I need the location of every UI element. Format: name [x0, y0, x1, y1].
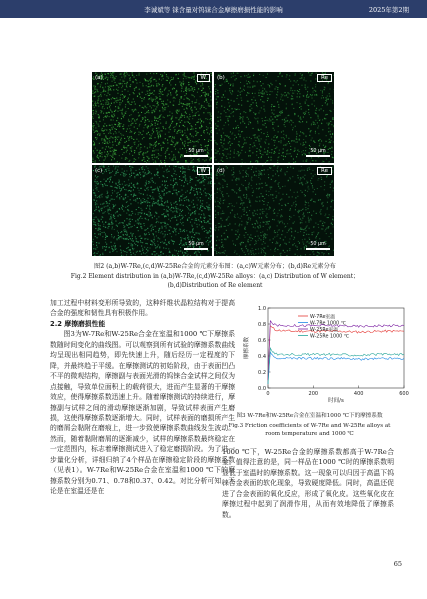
legend-label-3: W-25Re 1000 ℃: [310, 334, 350, 340]
scale-bar: 50 μm: [306, 242, 330, 250]
x-tick-label: 200: [308, 391, 319, 397]
paragraph-friction: 图3为W-7Re和W-25Re合金在室温和1000 ℃下摩擦系数随时间变化的曲线图。可以观察到所有试验的摩擦系数曲线均呈现出相同趋势，即先快速上升，随后经历一定程度的下降，并最终趋于平缓。在摩擦测试的初始阶段，由于表面凹凸不平的微观结构，摩擦副与表面光滑的钨铼合金试样之间仅为点接触，导致单位面积上的载荷很大，进而产生显著的干摩擦效应，使得摩擦系数迅速上升。随着摩擦测试的持续进行，摩擦副与试样之间的滑动摩擦逐渐加剧，导致试样表面产生磨损，这使得摩擦系数逐渐增大。同时，试样表面的磨损所产生的磨屑会黏附在磨痕上，进一步致使摩擦系数曲线发生波动。然而，随着黏附磨屑的逐渐减少，试样的摩擦系数最终稳定在一定范围内，标志着摩擦测试进入了稳定磨损阶段。为了进一步量化分析，详细归纳了4个样品在摩擦稳定阶段的摩擦系数（见表1）。W-7Re和W-25Re合金在室温和1000 ℃下的摩擦系数分别为0.71、0.78和0.37、0.42。对比分析可知，无论是在室温还是在: [50, 330, 235, 496]
fig2-panel-grid: [92, 72, 334, 256]
fig2-panel-d: [214, 165, 334, 256]
legend-label-2: W-25Re室温: [310, 327, 339, 333]
fig3-chart: [240, 302, 410, 406]
fig2-caption-cn: 图2 (a,b)W-7Re,(c,d)W-25Re合金的元素分布图：(a,c)W元素分布；(b,d)Re元素分布: [94, 263, 336, 270]
x-axis-label: 时间/s: [328, 398, 344, 404]
scale-bar: 50 μm: [306, 149, 330, 157]
section-heading: 2.2 摩擦磨损性能: [50, 319, 106, 328]
scale-bar: 50 μm: [184, 242, 208, 250]
element-badge: Re: [317, 74, 332, 82]
x-tick-label: 600: [399, 391, 409, 397]
y-tick-label: 0.4: [258, 353, 266, 360]
legend-label-1: W-7Re 1000 ℃: [310, 321, 347, 327]
right-column: [222, 447, 394, 520]
series-line-1: [268, 352, 404, 384]
x-tick-label: 400: [353, 391, 364, 397]
element-badge: W: [197, 74, 210, 82]
friction-chart-svg: [240, 302, 410, 406]
journal-header: [0, 0, 427, 18]
fig2-panel-a: [92, 72, 212, 163]
plot-frame: [268, 308, 404, 388]
element-badge: W: [197, 167, 210, 175]
paragraph-cont: 加工过程中材料变形所导致的，这种纤维状晶粒结构对于提高合金的强度和韧性具有积极作用。: [50, 299, 235, 318]
panel-label: (c): [95, 168, 103, 174]
left-column: [50, 298, 235, 497]
y-tick-label: 0.8: [258, 321, 266, 328]
paragraph-high-temp: 1000 ℃下，W-25Re合金的摩擦系数都高于W-7Re合金。值得注意的是，同一样品在1000 ℃时的摩擦系数明显低于室温时的摩擦系数。这一现象可以归因于高温下钨铼合金表面的软化现象，导致硬度降低。同时，高温还促进了合金表面的氧化反应，形成了氧化皮。这些氧化皮在摩擦过程中起到了润滑作用，从而有效地降低了摩擦系数。: [222, 448, 394, 519]
panel-label: (d): [217, 168, 225, 174]
header-title: 李诚斌等 铼含量对钨铼合金摩擦磨损性能的影响: [144, 6, 283, 14]
fig3-caption-en-cont: room temperature and 1000 ℃: [265, 431, 354, 437]
fig3-caption-en: Fig.3 Friction coefficients of W-7Re and W-25Re alloys at: [228, 423, 391, 429]
series-line-3: [268, 348, 404, 384]
x-tick-label: 0: [266, 391, 270, 397]
header-issue: 2025年第2期: [368, 6, 409, 14]
fig2-caption-en: Fig.2 Element distribution in (a,b)W-7Re,(c,d)W-25Re alloys：(a,c) Distribution of W element；: [70, 273, 360, 280]
y-axis-label: 摩擦系数: [244, 336, 250, 360]
panel-label: (a): [95, 75, 103, 81]
y-tick-label: 0.6: [258, 337, 266, 344]
element-badge: Re: [317, 167, 332, 175]
y-tick-label: 1.0: [258, 305, 266, 312]
legend-label-0: W-7Re室温: [310, 314, 335, 320]
fig3-caption-cn: 图3 W-7Re和W-25Re合金在室温和1000 ℃下的摩擦系数: [236, 413, 383, 419]
y-tick-label: 0.2: [258, 369, 266, 376]
fig2-caption-en-cont: (b,d)Distribution of Re element: [167, 282, 263, 289]
scale-bar: 50 μm: [184, 149, 208, 157]
fig2-panel-c: [92, 165, 212, 256]
page-number: 65: [393, 560, 402, 568]
y-tick-label: 0.0: [258, 385, 266, 392]
panel-label: (b): [217, 75, 225, 81]
fig2-panel-b: [214, 72, 334, 163]
